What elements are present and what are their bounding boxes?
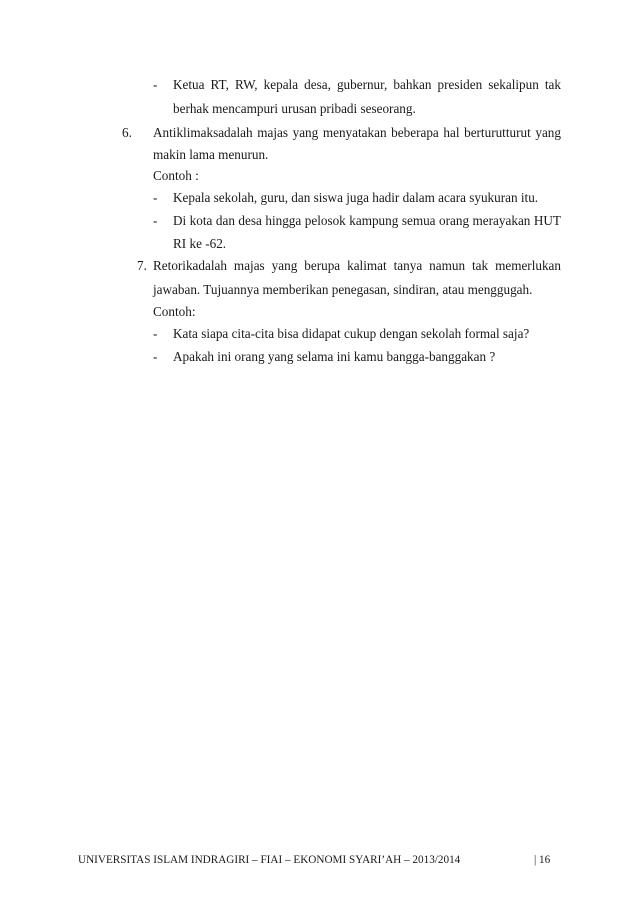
example-heading: Contoh : <box>153 168 199 183</box>
list-dash-marker: - <box>153 326 158 341</box>
text-line: Kata siapa cita-cita bisa didapat cukup dengan sekolah formal saja? <box>173 326 530 341</box>
list-dash-marker: - <box>153 213 158 228</box>
text-line: Retorikadalah majas yang berupa kalimat tanya namun tak memerlukan <box>153 258 561 273</box>
text-line: Antiklimaksadalah majas yang menyatakan beberapa hal berturutturut yang <box>153 125 561 140</box>
example-heading: Contoh: <box>153 304 196 319</box>
list-number-6: 6. <box>122 125 132 140</box>
text-line: RI ke -62. <box>173 236 227 251</box>
page-number: | 16 <box>534 854 551 866</box>
list-dash-marker: - <box>153 349 158 364</box>
list-dash-marker: - <box>153 77 158 92</box>
list-number-7: 7. <box>137 258 147 273</box>
text-line: makin lama menurun. <box>153 147 269 162</box>
text-line: berhak mencampuri urusan pribadi seseorang. <box>173 101 416 116</box>
footer-text: UNIVERSITAS ISLAM INDRAGIRI – FIAI – EKONOMI SYARI’AH – 2013/2014 <box>78 854 461 866</box>
text-line: Di kota dan desa hingga pelosok kampung semua orang merayakan HUT <box>173 213 561 228</box>
text-line: jawaban. Tujuannya memberikan penegasan, sindiran, atau menggugah. <box>153 282 533 297</box>
text-line: Kepala sekolah, guru, dan siswa juga hadir dalam acara syukuran itu. <box>173 190 539 205</box>
list-dash-marker: - <box>153 190 158 205</box>
text-line: Apakah ini orang yang selama ini kamu bangga-banggakan ? <box>173 349 496 364</box>
text-line: Ketua RT, RW, kepala desa, gubernur, bahkan presiden sekalipun tak <box>173 77 561 92</box>
